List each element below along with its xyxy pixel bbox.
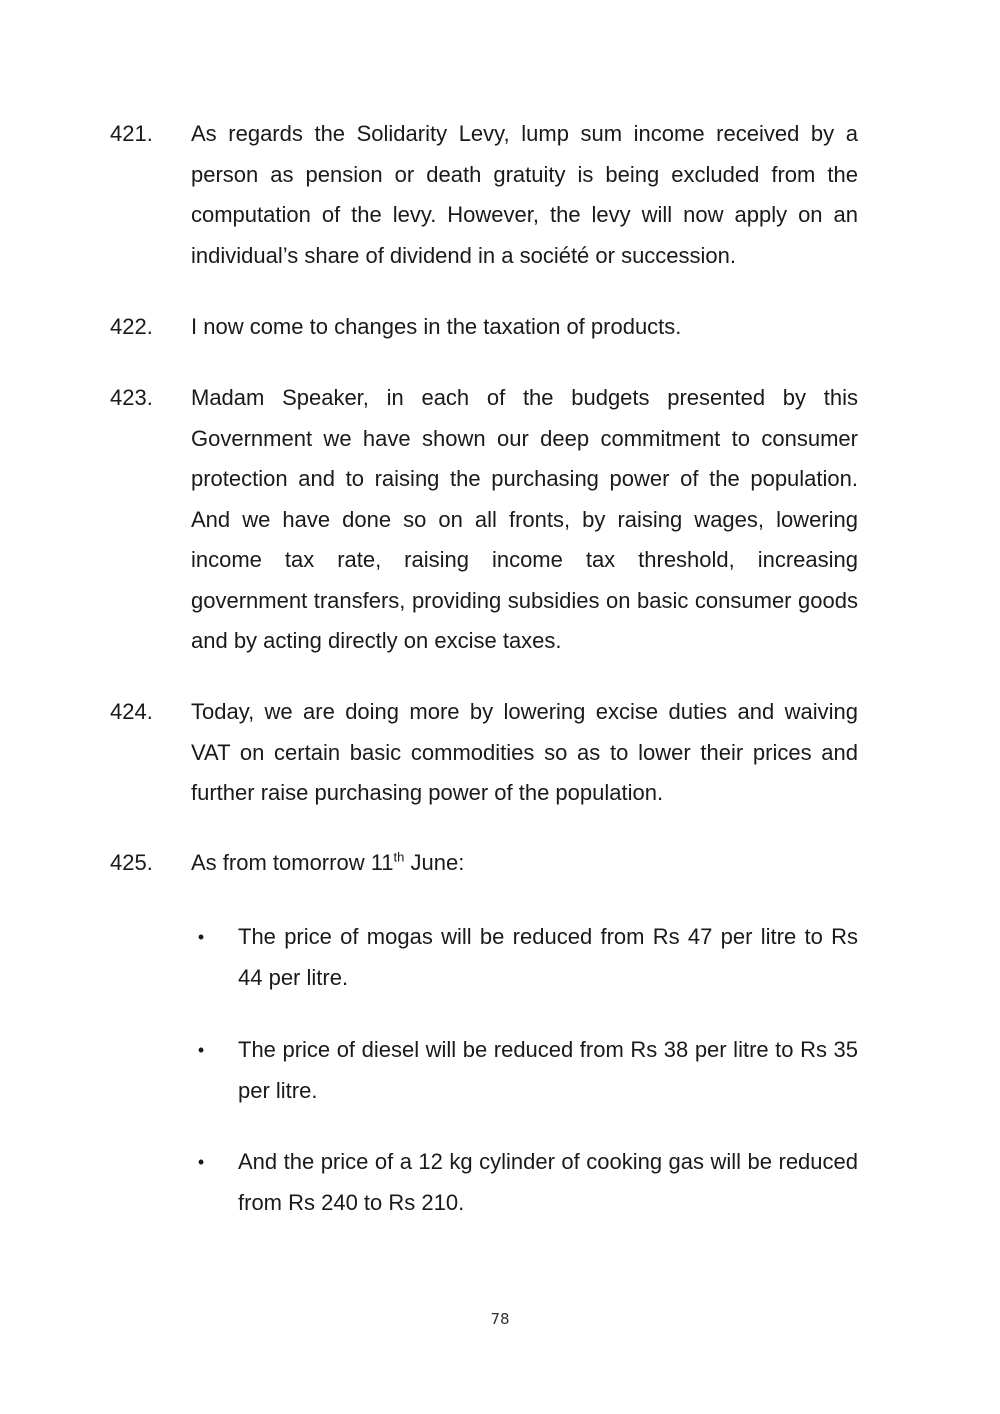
bullet-icon: • xyxy=(197,1152,205,1172)
paragraph-425 xyxy=(110,843,858,884)
paragraph-number: 424. xyxy=(110,699,153,724)
paragraph-number: 421. xyxy=(110,121,153,146)
paragraph-text xyxy=(191,843,858,884)
bullet-text: The price of mogas will be reduced from Rs 47 per litre to Rs 44 per litre. xyxy=(238,924,858,990)
bullet-icon: • xyxy=(197,927,205,947)
page-number: 78 xyxy=(490,1310,510,1328)
text-before: As from tomorrow 11 xyxy=(191,850,394,875)
text-after: June: xyxy=(404,850,465,875)
paragraph-number: 422. xyxy=(110,314,153,339)
paragraph-421 xyxy=(110,114,858,276)
bullet-item-mogas xyxy=(191,917,858,998)
paragraph-424 xyxy=(110,692,858,814)
bullet-text: The price of diesel will be reduced from Rs 38 per litre to Rs 35 per litre. xyxy=(238,1037,858,1103)
paragraph-text: Today, we are doing more by lowering excise duties and waiving VAT on certain basic commodities so as to lower their prices and further raise purchasing power of the population. xyxy=(191,699,858,805)
bullet-icon: • xyxy=(197,1040,205,1060)
paragraph-422 xyxy=(110,307,858,348)
bullet-text: And the price of a 12 kg cylinder of cooking gas will be reduced from Rs 240 to Rs 210. xyxy=(238,1149,858,1215)
paragraph-number: 423. xyxy=(110,385,153,410)
bullet-item-cooking-gas xyxy=(191,1142,858,1223)
bullet-item-diesel xyxy=(191,1030,858,1111)
paragraph-number: 425. xyxy=(110,850,153,875)
paragraph-423 xyxy=(110,378,858,662)
paragraph-text: I now come to changes in the taxation of products. xyxy=(191,314,682,339)
paragraph-text: Madam Speaker, in each of the budgets presented by this Government we have shown our deep commitment to consumer protection and to raising the purchasing power of the population. And we have done so on all fronts, by raising wages, lowering income tax rate, raising income tax threshold, increasing government transfers, providing subsidies on basic consumer goods and by acting directly on excise taxes. xyxy=(191,385,858,653)
paragraph-text: As regards the Solidarity Levy, lump sum income received by a person as pension or death gratuity is being excluded from the computation of the levy. However, the levy will now apply on an individual’s share of dividend in a société or succession. xyxy=(191,121,858,268)
superscript: th xyxy=(393,849,405,865)
